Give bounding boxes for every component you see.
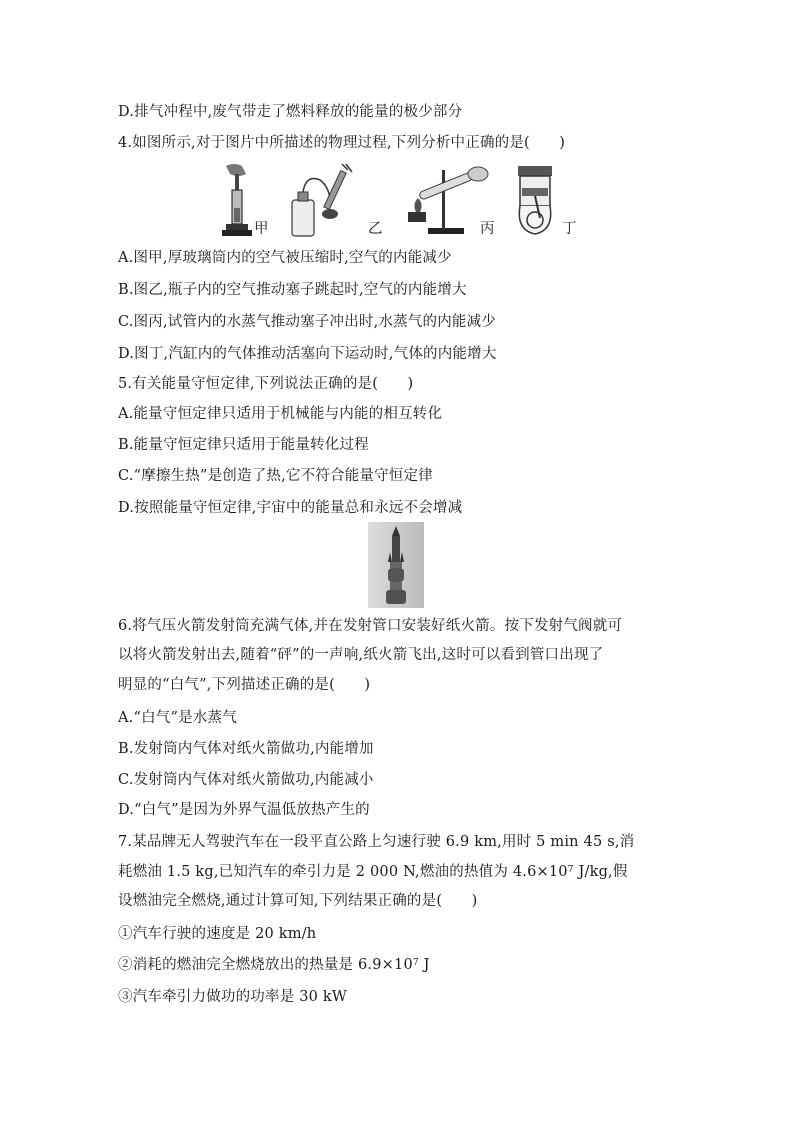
q6-option-d: D.“白气”是因为外界气温低放热产生的 xyxy=(118,802,370,818)
q5-stem: 5.有关能量守恒定律,下列说法正确的是( ) xyxy=(118,376,414,392)
fig-label-yi: 乙 xyxy=(368,221,383,237)
q7-statement-2-part-a: ②消耗的燃油完全燃烧放出的热量是 6.9×10 xyxy=(118,957,413,973)
q5-option-a: A.能量守恒定律只适用于机械能与内能的相互转化 xyxy=(118,406,443,422)
q6-rocket-launcher-photo xyxy=(368,522,424,608)
q7-stem-line-2 xyxy=(118,862,628,882)
q7-statement-1: ①汽车行驶的速度是 20 km/h xyxy=(118,926,317,942)
q4-figures xyxy=(210,160,590,242)
fig-ding-engine-cylinder-image xyxy=(510,164,560,238)
q7-line-2-part-b: J/kg,假 xyxy=(573,864,628,880)
fig-jia-syringe-image xyxy=(220,162,256,240)
q7-statement-3: ③汽车牵引力做功的功率是 30 kW xyxy=(118,989,347,1005)
q6-stem-line-1: 6.将气压火箭发射筒充满气体,并在发射管口安装好纸火箭。按下发射气阀就可 xyxy=(118,618,623,634)
q5-option-d: D.按照能量守恒定律,宇宙中的能量总和永远不会增减 xyxy=(118,500,463,516)
q6-stem-line-2: 以将火箭发射出去,随着“砰”的一声响,纸火箭飞出,这时可以看到管口出现了 xyxy=(118,647,604,663)
q7-stem-line-3: 设燃油完全燃烧,通过计算可知,下列结果正确的是( ) xyxy=(118,893,478,909)
q5-option-c: C.“摩擦生热”是创造了热,它不符合能量守恒定律 xyxy=(118,468,433,484)
q7-statement-2-part-b: J xyxy=(418,957,430,973)
q6-option-c: C.发射筒内气体对纸火箭做功,内能减小 xyxy=(118,772,374,788)
q4-stem: 4.如图所示,对于图片中所描述的物理过程,下列分析中正确的是( ) xyxy=(118,135,566,151)
fig-label-ding: 丁 xyxy=(562,221,577,237)
q3-option-d: D.排气冲程中,废气带走了燃料释放的能量的极少部分 xyxy=(118,104,463,120)
q4-option-b: B.图乙,瓶子内的空气推动塞子跳起时,空气的内能增大 xyxy=(118,282,467,298)
q7-line-2-part-a: 耗燃油 1.5 kg,已知汽车的牵引力是 2 000 N,燃油的热值为 4.6×10 xyxy=(118,864,568,880)
q6-option-a: A.“白气”是水蒸气 xyxy=(118,710,237,726)
q7-statement-2-exponent: 7 xyxy=(412,958,419,968)
q4-option-d: D.图丁,汽缸内的气体推动活塞向下运动时,气体的内能增大 xyxy=(118,346,497,362)
q6-stem-line-3: 明显的“白气”,下列描述正确的是( ) xyxy=(118,677,371,693)
q7-statement-2 xyxy=(118,955,430,975)
fig-label-bing: 丙 xyxy=(480,221,495,237)
q6-option-b: B.发射筒内气体对纸火箭做功,内能增加 xyxy=(118,741,374,757)
q7-stem-line-1: 7.某品牌无人驾驶汽车在一段平直公路上匀速行驶 6.9 km,用时 5 min 45 s,消 xyxy=(118,834,635,850)
q4-option-a: A.图甲,厚玻璃筒内的空气被压缩时,空气的内能减少 xyxy=(118,250,452,266)
fig-label-jia: 甲 xyxy=(254,221,269,237)
q5-option-b: B.能量守恒定律只适用于能量转化过程 xyxy=(118,437,369,453)
q7-exponent: 7 xyxy=(567,865,574,875)
q4-option-c: C.图丙,试管内的水蒸气推动塞子冲出时,水蒸气的内能减少 xyxy=(118,314,497,330)
fig-yi-bottle-pump-image xyxy=(286,162,360,240)
